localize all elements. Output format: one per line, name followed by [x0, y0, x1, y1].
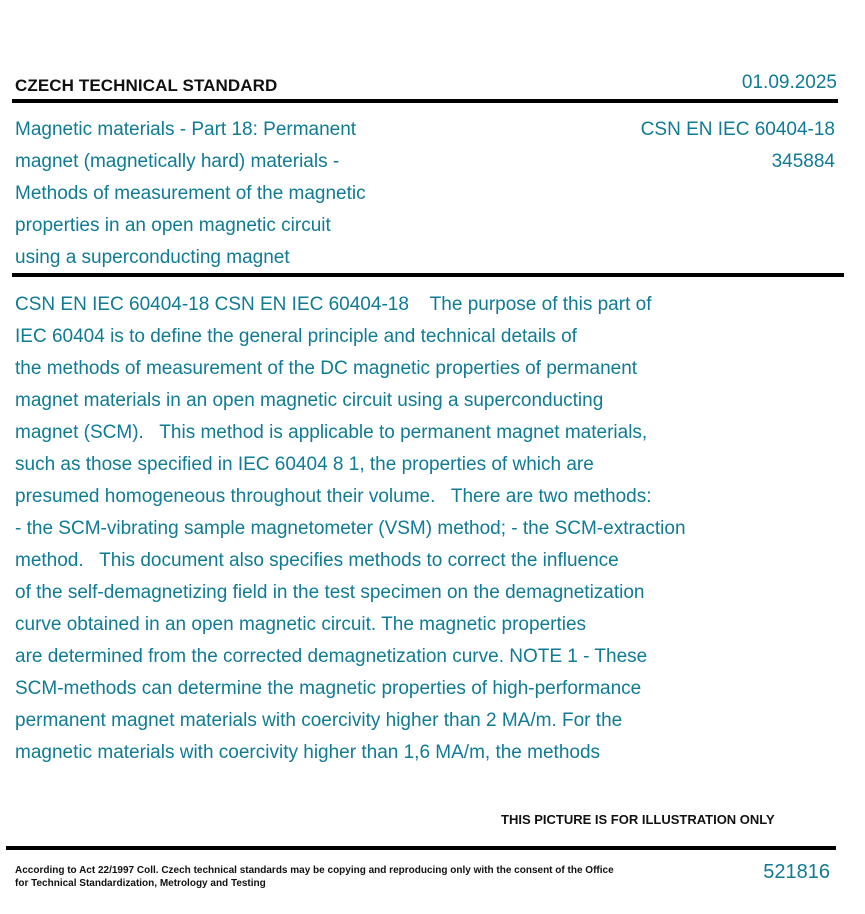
abstract-line: are determined from the corrected demagnetization curve. NOTE 1 - These: [15, 646, 648, 667]
title-line: magnet (magnetically hard) materials -: [15, 151, 340, 172]
abstract-line: - the SCM-vibrating sample magnetometer (VSM) method; - the SCM-extraction: [15, 518, 686, 539]
legal-line: for Technical Standardization, Metrology and Testing: [15, 878, 266, 889]
standard-code: CSN EN IEC 60404-18: [640, 119, 835, 140]
abstract-line: such as those specified in IEC 60404 8 1, the properties of which are: [15, 454, 594, 475]
standard-title: [15, 114, 435, 274]
abstract-line: CSN EN IEC 60404-18 CSN EN IEC 60404-18 The purpose of this part of: [15, 294, 652, 315]
abstract-line: method. This document also specifies methods to correct the influence: [15, 550, 619, 571]
footer-number: 521816: [763, 861, 830, 883]
title-line: properties in an open magnetic circuit: [15, 215, 331, 236]
abstract-line: magnet materials in an open magnetic circuit using a superconducting: [15, 390, 604, 411]
legal-notice: [15, 864, 614, 890]
issue-date: 01.09.2025: [741, 72, 837, 93]
footer-rule: [6, 846, 836, 850]
abstract-text: [15, 289, 805, 769]
abstract-line: magnet (SCM). This method is applicable to permanent magnet materials,: [15, 422, 648, 443]
abstract-line: the methods of measurement of the DC magnetic properties of permanent: [15, 358, 638, 379]
title-line: Methods of measurement of the magnetic: [15, 183, 366, 204]
document-type-label: CZECH TECHNICAL STANDARD: [15, 76, 278, 95]
title-line: Magnetic materials - Part 18: Permanent: [15, 119, 357, 140]
standard-identifier: [641, 114, 835, 178]
illustration-note: THIS PICTURE IS FOR ILLUSTRATION ONLY: [501, 812, 775, 827]
catalog-number: 345884: [771, 151, 835, 172]
title-rule: [12, 273, 844, 277]
abstract-line: presumed homogeneous throughout their volume. There are two methods:: [15, 486, 652, 507]
abstract-line: SCM-methods can determine the magnetic properties of high-performance: [15, 678, 642, 699]
legal-line: According to Act 22/1997 Coll. Czech technical standards may be copying and reproducing only with the consent of the Office: [15, 865, 614, 876]
title-line: using a superconducting magnet: [15, 247, 290, 268]
abstract-line: curve obtained in an open magnetic circuit. The magnetic properties: [15, 614, 587, 635]
abstract-line: of the self-demagnetizing field in the test specimen on the demagnetization: [15, 582, 645, 603]
abstract-line: permanent magnet materials with coercivity higher than 2 MA/m. For the: [15, 710, 623, 731]
header-rule: [12, 99, 838, 103]
abstract-line: IEC 60404 is to define the general principle and technical details of: [15, 326, 577, 347]
abstract-line: magnetic materials with coercivity higher than 1,6 MA/m, the methods: [15, 742, 601, 763]
